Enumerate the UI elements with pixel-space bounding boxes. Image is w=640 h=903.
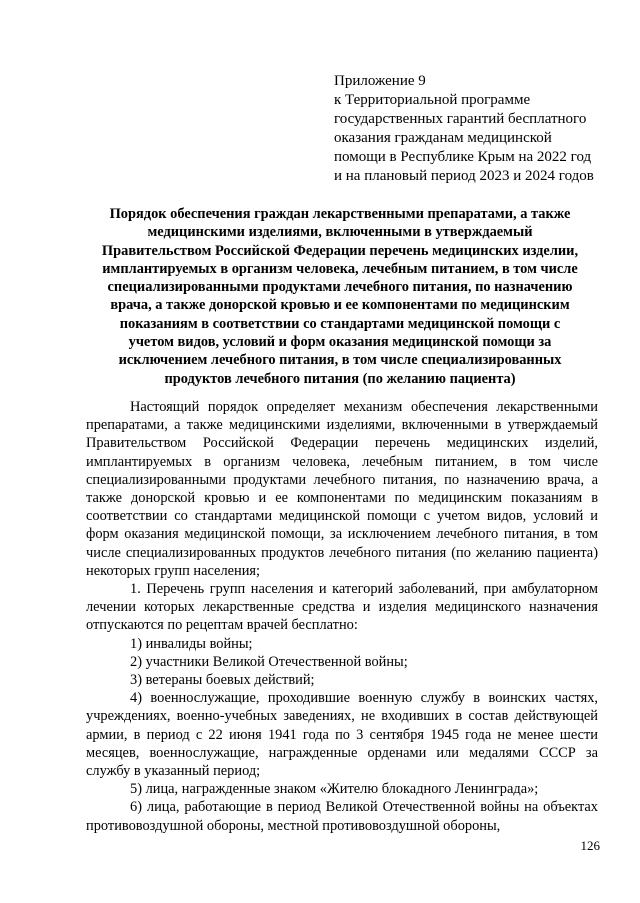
list-item: 3) ветераны боевых действий; bbox=[130, 672, 315, 689]
list-item: 2) участники Великой Отечественной войны; bbox=[130, 653, 408, 670]
title-line: Порядок обеспечения граждан лекарственными препаратами, а также bbox=[109, 206, 571, 222]
point-1-paragraph: 1. Перечень групп населения и категорий заболеваний, при амбулаторном лечении которых лекарственные средства и изделия медицинского назначения отпускаются по рецептам врачей бесплатно: bbox=[86, 581, 598, 634]
intro-paragraph: Настоящий порядок определяет механизм обеспечения лекарственными препаратами, а также медицинскими изделиями, включенными в утверждаемый Правительством Российской Федерации перечень медицинских изделий, имплантируемых в организм человека, лечебным питанием, в том числе специализированными продуктами лечебного питания, по назначению врача, а также донорской кровью и ее компонентами по медицинским показаниям в соответствии со стандартами медицинской помощи с учетом видов, условий и форм оказания медицинской помощи, за исключением лечебного питания, в том числе специализированных продуктов лечебного питания (по желанию пациента) некоторых групп населения; bbox=[86, 399, 598, 579]
appendix-line: государственных гарантий бесплатного bbox=[334, 111, 587, 127]
list-item: 6) лица, работающие в период Великой Отечественной войны на объектах противовоздушной обороны, местной противовоздушной обороны, bbox=[86, 799, 598, 834]
appendix-line: Приложение 9 bbox=[334, 73, 426, 89]
title-line: учетом видов, условий и форм оказания медицинской помощи за bbox=[128, 334, 552, 351]
title-line: врача, а также донорской кровью и ее компонентами по медицинским bbox=[110, 297, 570, 314]
title-line: показаниям в соответствии со стандартами медицинской помощи с bbox=[119, 315, 561, 332]
title-line: имплантируемых в организм человека, лечебным питанием, в том числе bbox=[102, 260, 578, 277]
title-line: Правительством Российской Федерации перечень медицинских изделии, bbox=[101, 242, 579, 259]
title-line: специализированными продуктами лечебного питания, по назначению bbox=[107, 279, 573, 296]
title-line: медицинскими изделиями, включенными в утверждаемый bbox=[147, 224, 533, 241]
list-item: 5) лица, награжденные знаком «Жителю блокадного Ленинграда»; bbox=[130, 781, 539, 798]
page-number: 126 bbox=[580, 838, 600, 853]
appendix-line: оказания гражданам медицинской bbox=[334, 130, 552, 146]
appendix-header bbox=[334, 72, 624, 186]
title-line: исключением лечебного питания, в том числе специализированных bbox=[118, 352, 562, 369]
appendix-line: и на плановый период 2023 и 2024 годов bbox=[334, 168, 594, 184]
appendix-line: к Территориальной программе bbox=[334, 92, 531, 108]
document-body bbox=[86, 398, 598, 835]
list-item: 1) инвалиды войны; bbox=[130, 635, 253, 652]
appendix-line: помощи в Республике Крым на 2022 год bbox=[334, 149, 592, 165]
document-title bbox=[70, 205, 610, 388]
list-item: 4) военнослужащие, проходившие военную службу в воинских частях, учреждениях, военно-учебных заведениях, не входивших в состав действующей армии, в период с 22 июня 1941 года по 3 сентября 1945 года не менее шести месяцев, военнослужащие, награжденные орденами или медалями СССР за службу в указанный период; bbox=[86, 690, 598, 780]
title-line: продуктов лечебного питания (по желанию пациента) bbox=[164, 370, 516, 387]
